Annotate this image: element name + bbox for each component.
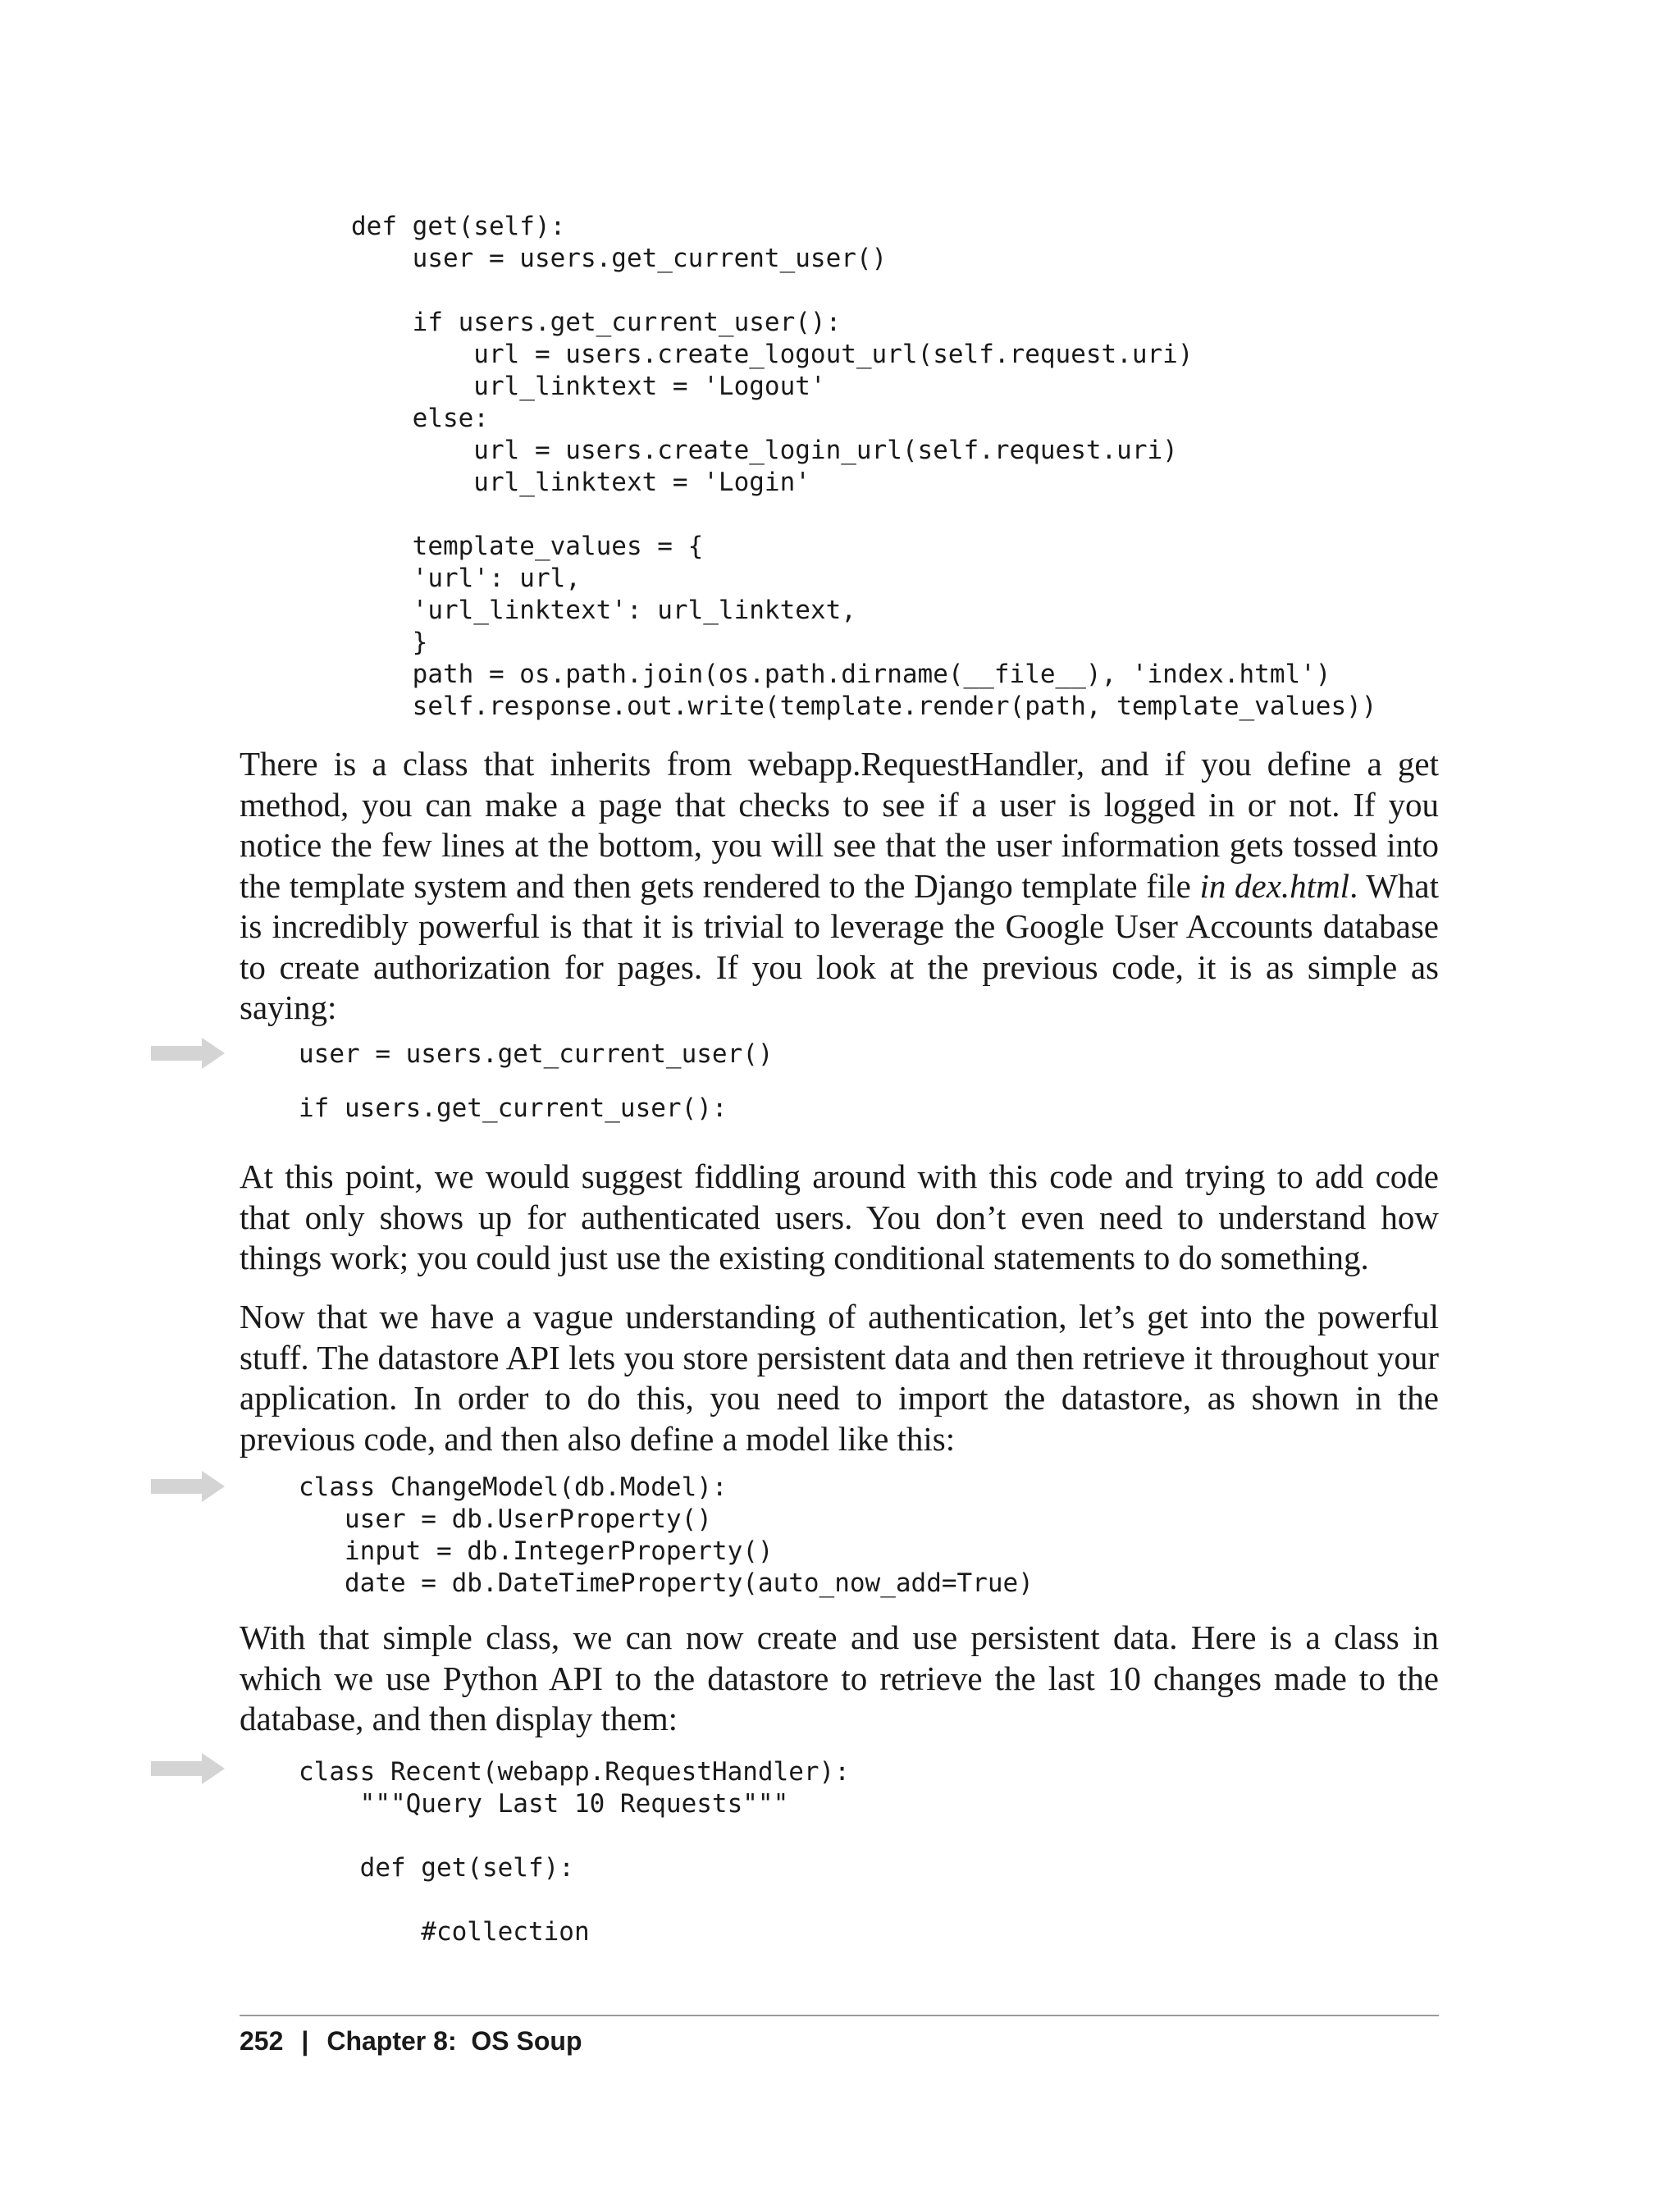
- code-line: [351, 499, 1376, 531]
- page-footer: [240, 2023, 582, 2059]
- code-line: url = users.create_logout_url(self.request.uri): [351, 340, 1194, 369]
- code-block-change-model: [299, 1472, 1034, 1600]
- footer-rule: [240, 2015, 1439, 2016]
- code-line: user = users.get_current_user(): [299, 1039, 774, 1069]
- code-line: else:: [351, 404, 489, 433]
- page-number: 252: [240, 2026, 284, 2056]
- body-paragraph-persistent-data: With that simple class, we can now create and use persistent data. Here is a class in which we use Python API to the datastore to retrieve the last 10 changes made to the database, and then display them:: [240, 1618, 1439, 1737]
- code-line: class Recent(webapp.RequestHandler):: [299, 1757, 850, 1787]
- body-paragraph-authentication: [240, 744, 1439, 1029]
- chapter-title: Chapter 8: OS Soup: [326, 2026, 582, 2056]
- code-line: input = db.IntegerProperty(): [299, 1536, 774, 1566]
- code-line: if users.get_current_user():: [299, 1093, 728, 1123]
- code-line: template_values = {: [351, 532, 704, 561]
- code-line: date = db.DateTimeProperty(auto_now_add=True): [299, 1568, 1034, 1598]
- code-line: def get(self):: [299, 1853, 574, 1883]
- code-line: }: [351, 628, 428, 657]
- code-line: [351, 275, 1376, 307]
- code-line: def get(self):: [351, 212, 566, 241]
- margin-arrow-icon: [151, 1036, 225, 1071]
- filename-emphasis: in dex.html: [1199, 866, 1350, 905]
- code-line: [299, 1071, 774, 1093]
- body-paragraph-fiddling: At this point, we would suggest fiddling around with this code and trying to add code that only shows up for authenticated users. You don’t even need to understand how things work; you could just use the existing conditional statements to do something.: [240, 1157, 1439, 1276]
- code-line: url_linktext = 'Login': [351, 468, 810, 497]
- code-block-get-method: [351, 211, 1376, 723]
- code-block-current-user: [299, 1039, 774, 1125]
- code-line: self.response.out.write(template.render(path, template_values)): [351, 692, 1377, 721]
- paragraph-text: There is a class that inherits from webapp.RequestHandler, and if you define a get method, you can make a page that checks to see if a user is logged in or not. If you notice the few lines at the bottom, you will see that the user information gets tossed into the template system and then gets rendered to the Django template file: [240, 745, 1439, 905]
- body-paragraph-datastore: Now that we have a vague understanding of authentication, let’s get into the powerful stuff. The datastore API lets you store persistent data and then retrieve it throughout your application. In order to do this, you need to import the datastore, as shown in the previous code, and then also define a model like this:: [240, 1298, 1439, 1458]
- code-line: """Query Last 10 Requests""": [299, 1789, 789, 1819]
- code-line: class ChangeModel(db.Model):: [299, 1472, 728, 1502]
- code-line: #collection: [299, 1917, 590, 1947]
- code-line: user = db.UserProperty(): [299, 1504, 712, 1534]
- code-block-recent-handler: [299, 1756, 850, 1948]
- code-line: 'url': url,: [351, 564, 581, 593]
- code-line: 'url_linktext': url_linktext,: [351, 596, 856, 625]
- code-line: url = users.create_login_url(self.request.uri): [351, 436, 1178, 465]
- code-line: [299, 1884, 850, 1916]
- margin-arrow-icon: [151, 1469, 225, 1504]
- margin-arrow-icon: [151, 1751, 225, 1786]
- code-line: if users.get_current_user():: [351, 308, 842, 337]
- code-line: [299, 1820, 850, 1852]
- code-line: path = os.path.join(os.path.dirname(__file__), 'index.html'): [351, 660, 1331, 689]
- code-line: user = users.get_current_user(): [351, 244, 888, 273]
- code-line: url_linktext = 'Logout': [351, 372, 826, 401]
- footer-separator: |: [301, 2026, 309, 2056]
- paragraph-text: . What is incredibly powerful is that it is trivial to leverage the Google User Accounts database to create authorization for pages. If you look at the previous code, it is as simple as saying:: [240, 866, 1440, 1026]
